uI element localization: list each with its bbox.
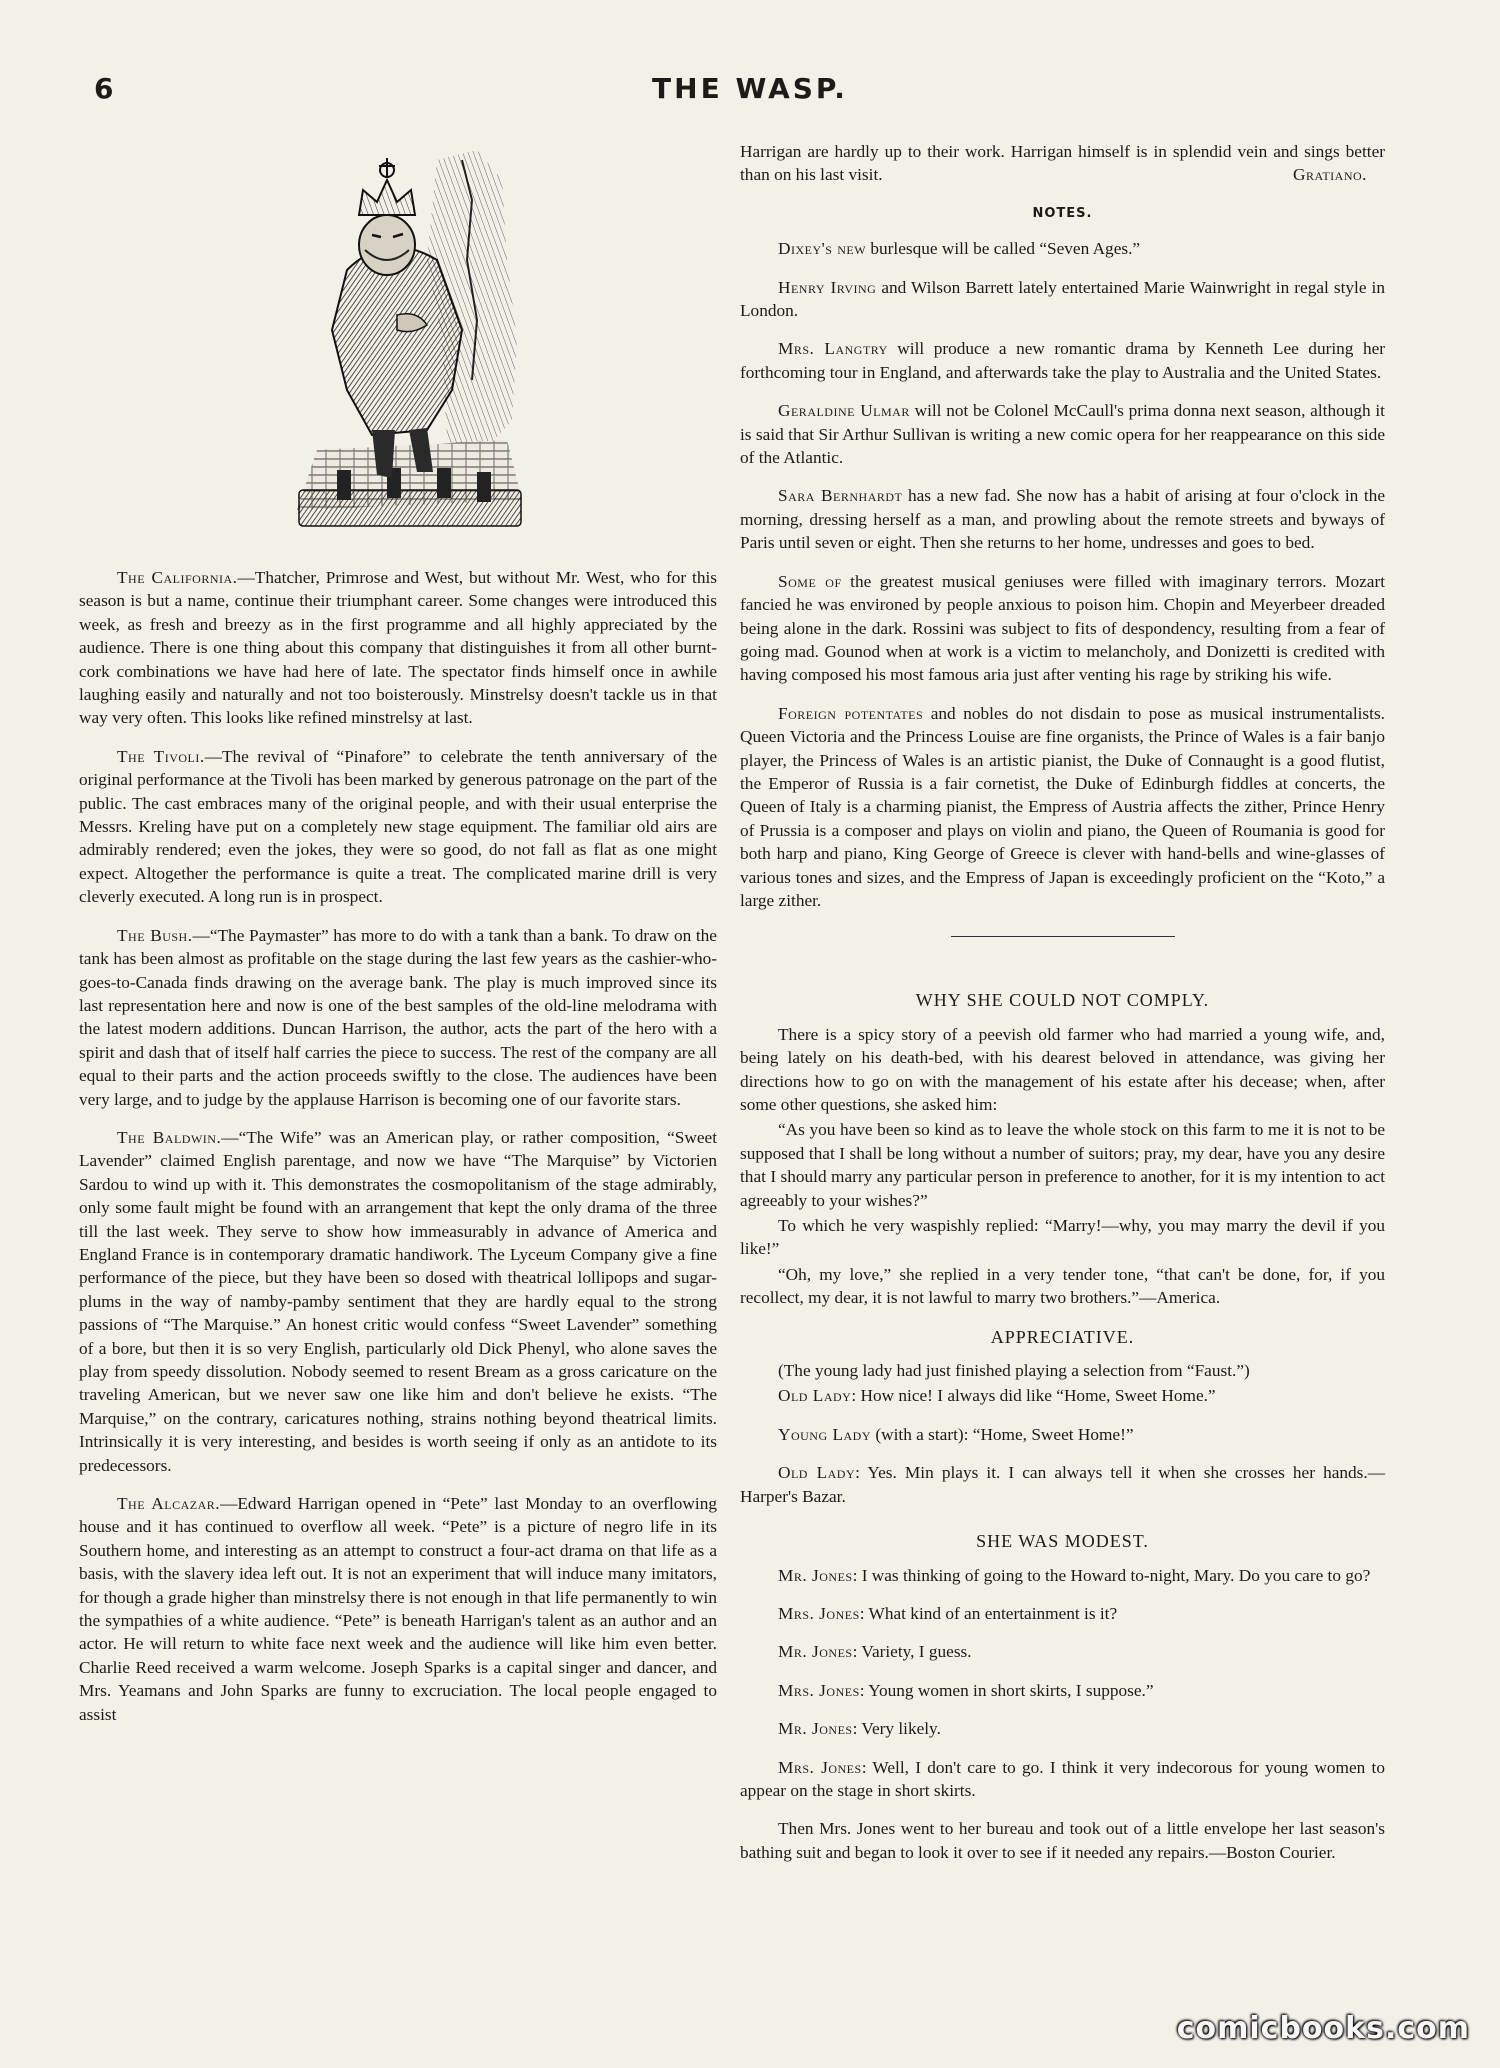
dialog-speaker: Young Lady bbox=[778, 1424, 872, 1444]
dialog-text: (with a start): “Home, Sweet Home!” bbox=[871, 1424, 1134, 1444]
tivoli-text: —The revival of “Pinafore” to celebrate the tenth anniversary of the original performance at the Tivoli has been marked by generous patronage on the part of the public. The cast embraces many of the original people, and with their usual enterprise the Messrs. Kreling have put on a completely new stage equipment. The familiar old airs are admirably rendered; even the jokes, they were so good, do not fall as flat as one might expect. Altogether the performance is quite a treat. The complicated marine drill is very cleverly executed. A long run is in prospect. bbox=[79, 746, 717, 907]
dialog-text: : Well, I don't care to go. I think it very indecorous for young women to appear on the stage in short skirts. bbox=[740, 1757, 1386, 1800]
note-text: burlesque will be called “Seven Ages.” bbox=[866, 239, 1141, 259]
note-lead: Geraldine Ulmar bbox=[778, 401, 910, 421]
modest-heading: SHE WAS MODEST. bbox=[976, 1531, 1149, 1552]
note-item bbox=[740, 337, 1385, 384]
note-item bbox=[740, 702, 1385, 913]
alcazar-lead: The Alcazar. bbox=[117, 1494, 221, 1514]
dialog-line bbox=[740, 1756, 1385, 1803]
comply-paragraph: To which he very waspishly replied: “Marry!—why, you may marry the devil if you like!” bbox=[740, 1216, 1385, 1259]
note-text: will not be Colonel McCaull's prima donna next season, although it is said that Sir Arthur Sullivan is writing a new comic opera for her reappearance on this side of the Atlantic. bbox=[740, 401, 1385, 468]
note-lead: Some of bbox=[778, 571, 842, 591]
dialog-line bbox=[740, 1423, 1385, 1446]
note-item bbox=[740, 237, 1385, 260]
note-text: has a new fad. She now has a habit of arising at four o'clock in the morning, dressing herself as a man, and prowling about the remote streets and byways of Paris until seven or eight. Then she returns to her home, undresses and goes to bed. bbox=[740, 486, 1385, 553]
dialog-text: : Very likely. bbox=[852, 1719, 941, 1739]
dialog-text: : Variety, I guess. bbox=[852, 1642, 972, 1662]
appreciative-heading: APPRECIATIVE. bbox=[990, 1326, 1135, 1347]
note-item bbox=[740, 484, 1385, 554]
alcazar-continuation bbox=[740, 140, 1385, 187]
dialog-line bbox=[740, 1384, 1385, 1407]
dialog-speaker: Old Lady bbox=[778, 1386, 852, 1406]
dialog-text: : Young women in short skirts, I suppose.” bbox=[859, 1680, 1154, 1700]
note-lead: Henry Irving bbox=[778, 277, 877, 297]
dialog-line bbox=[740, 1461, 1385, 1508]
note-lead: Mrs. Langtry bbox=[778, 339, 888, 359]
page-number: 6 bbox=[94, 72, 114, 105]
watermark-logo: comicbooks.com bbox=[1176, 2011, 1470, 2046]
signoff: Gratiano. bbox=[1293, 165, 1367, 185]
notes-heading: NOTES. bbox=[1032, 205, 1093, 221]
dialog-line bbox=[740, 1640, 1385, 1663]
california-lead: The California. bbox=[117, 568, 238, 587]
dialog-text: : What kind of an entertainment is it? bbox=[859, 1603, 1118, 1623]
comply-paragraph: There is a spicy story of a peevish old farmer who had married a young wife, and, being lately on his death-bed, with his dearest beloved in attendance, was giving her directions how to go on with the management of his estate after his decease; when, after some other questions, she asked him: bbox=[740, 1024, 1385, 1114]
dialog-text: : Yes. Min plays it. I can always tell it when she crosses her hands.—Harper's Bazar. bbox=[740, 1463, 1385, 1506]
note-lead: Dixey's new bbox=[778, 239, 867, 259]
bush-text: —“The Paymaster” has more to do with a tank than a bank. To draw on the tank has been almost as profitable on the stage during the last few years as the cashier-who-goes-to-Canada finds drawing on the average bank. The play is much improved since its last representation here and now is one of the best samples of the old-line melodrama with the latest modern additions. Duncan Harrison, the author, acts the part of the hero with a spirit and dash that of itself half carries the piece to success. The rest of the company are all equal to their parts and the action proceeds swiftly to the close. The audiences have been very large, and to judge by the applause Harrison is becoming one of our favorite stars. bbox=[79, 925, 717, 1109]
comply-paragraph: “As you have been so kind as to leave the whole stock on this farm to me it is not to be supposed that I shall be long without a number of suitors; pray, my dear, have you any desire that I should marry any particular person in preference to another, for it is my intention to act agreeably to your wishes?” bbox=[740, 1120, 1385, 1210]
dialog-speaker: Mr. Jones bbox=[778, 1719, 853, 1739]
continuation-text: Harrigan are hardly up to their work. Harrigan himself is in splendid vein and sings better than on his last visit. bbox=[740, 142, 1385, 185]
dialog-line bbox=[740, 1602, 1385, 1625]
masthead-title: THE WASP. bbox=[652, 72, 848, 105]
dialog-speaker: Mrs. Jones bbox=[778, 1603, 860, 1623]
baldwin-lead: The Baldwin. bbox=[117, 1127, 222, 1147]
note-text: and Wilson Barrett lately entertained Marie Wainwright in regal style in London. bbox=[740, 277, 1385, 321]
alcazar-review bbox=[79, 1492, 717, 1726]
alcazar-text: —Edward Harrigan opened in “Pete” last Monday to an overflowing house and it has continued to overflow all week. “Pete” is a picture of negro life in its Southern home, and interesting as an attempt to construct a four-act drama on that life as a basis, with the slavery idea left out. It is not an experiment that will induce many imitators, for though a grade higher than minstrelsy there is not enough in that life permanently to win the sympathies of a white audience. “Pete” is beneath Harrigan's talent as an author and an actor. He will return to white face next week and the audience will like him even better. Charlie Reed received a warm welcome. Joseph Sparks is a capital singer and dancer, and Mrs. Yeamans and John Sparks are funny to excruciation. The local people engaged to assist bbox=[79, 1494, 717, 1724]
dialog-line bbox=[740, 1717, 1385, 1740]
comply-heading: WHY SHE COULD NOT COMPLY. bbox=[915, 990, 1210, 1011]
california-text: —Thatcher, Primrose and West, but without Mr. West, who for this season is but a name, continue their triumphant career. Some changes were introduced this week, as fresh and breezy as in the first programme and all highly appreciated by the audience. There is one thing about this company that distinguishes it from all other burnt-cork combinations we have had here of late. The spectator finds himself once in awhile laughing easily and naturally and not too boisterously. Minstrelsy doesn't tackle us in that way very often. This looks like refined minstrelsy at last. bbox=[79, 568, 717, 728]
baldwin-review bbox=[79, 1126, 717, 1477]
note-lead: Sara Bernhardt bbox=[778, 486, 903, 506]
note-item bbox=[740, 399, 1385, 469]
tivoli-review bbox=[79, 745, 717, 909]
tivoli-lead: The Tivoli. bbox=[117, 746, 205, 766]
dialog-text: : I was thinking of going to the Howard to-night, Mary. Do you care to go? bbox=[852, 1565, 1371, 1585]
dialog-speaker: Mr. Jones bbox=[778, 1565, 853, 1585]
bush-review bbox=[79, 924, 717, 1111]
caricature-king-engraving-icon bbox=[277, 140, 533, 540]
dialog-speaker: Mr. Jones bbox=[778, 1642, 853, 1662]
appreciative-intro: (The young lady had just finished playing a selection from “Faust.”) bbox=[778, 1361, 1250, 1381]
note-item bbox=[740, 570, 1385, 687]
california-review bbox=[79, 566, 717, 730]
section-divider bbox=[951, 936, 1175, 937]
note-text: the greatest musical geniuses were filled with imaginary terrors. Mozart fancied he was environed by people anxious to poison him. Chopin and Meyerbeer dreaded being alone in the dark. Rossini was subject to fits of despondency, resulting from a fear of going mad. Gounod when at work is a victim to melancholy, and Donizetti is credited with having composed his most famous aria just after venting his rage by striking his wife. bbox=[740, 571, 1386, 685]
note-text: will produce a new romantic drama by Kenneth Lee during her forthcoming tour in England, and afterwards take the play to Australia and the United States. bbox=[740, 339, 1386, 382]
dialog-line bbox=[740, 1564, 1385, 1587]
dialog-speaker: Old Lady bbox=[778, 1463, 856, 1483]
dialog-line bbox=[740, 1679, 1385, 1702]
baldwin-text: —“The Wife” was an American play, or rather composition, “Sweet Lavender” claimed English parentage, and now we have “The Marquise” by Victorien Sardou to wind up with it. This demonstrates the cosmopolitanism of the stage admirably, only some fault might be found with an arrangement that kept the only drama of the three till the last week. They serve to show how immeasurably in advance of America and England France is in contemporary dramatic handiwork. The Lyceum Company give a fine performance of the piece, but they have been so dosed with theatrical lollipops and sugar-plums in the way of namby-pamby sentiment that they are hardly equal to the strong passions of “The Marquise.” An honest critic would confess “Sweet Lavender” something of a bore, but then it is so very English, particularly old Dick Phenyl, who alone saves the play from speedy dissolution. Nobody seemed to resent Bream as a gross caricature on the traveling American, but we never saw one like him and don't believe he exists. “The Marquise,” on the contrary, caricatures nothing, strains nothing beyond theatrical limits. Intrinsically it is very interesting, and besides is worth seeing if only as an antidote to its predecessors. bbox=[79, 1127, 717, 1475]
modest-closing: Then Mrs. Jones went to her bureau and took out of a little envelope her last season's bathing suit and began to look it over to see if it needed any repairs.—Boston Courier. bbox=[740, 1819, 1385, 1862]
left-column bbox=[79, 140, 717, 1741]
comply-paragraph: “Oh, my love,” she replied in a very tender tone, “that can't be done, for, if you recollect, my dear, it is not lawful to marry two brothers.”—America. bbox=[740, 1264, 1385, 1308]
dialog-speaker: Mrs. Jones bbox=[778, 1680, 860, 1700]
right-column bbox=[740, 140, 1385, 1879]
note-lead: Foreign potentates bbox=[778, 703, 924, 723]
note-text: and nobles do not disdain to pose as musical instrumentalists. Queen Victoria and the Princess Louise are fine organists, the Prince of Wales is a fair banjo player, the Princess of Wales is an artistic pianist, the Duke of Connaught is a good flutist, the Emperor of Russia is a fair cornetist, the Duke of Edinburgh fiddles at concerts, the Queen of Italy is a charming pianist, the Empress of Austria affects the zither, Prince Henry of Prussia is a composer and plays on violin and piano, the Queen of Roumania is good for both harp and piano, King George of Greece is clever with hand-bells and wine-glasses of various tones and sizes, and the Empress of Japan is exceedingly proficient on the “Koto,” a large zither. bbox=[740, 703, 1385, 910]
note-item bbox=[740, 276, 1385, 323]
dialog-speaker: Mrs. Jones bbox=[778, 1757, 862, 1777]
bush-lead: The Bush. bbox=[117, 925, 193, 945]
dialog-text: : How nice! I always did like “Home, Sweet Home.” bbox=[851, 1386, 1216, 1406]
